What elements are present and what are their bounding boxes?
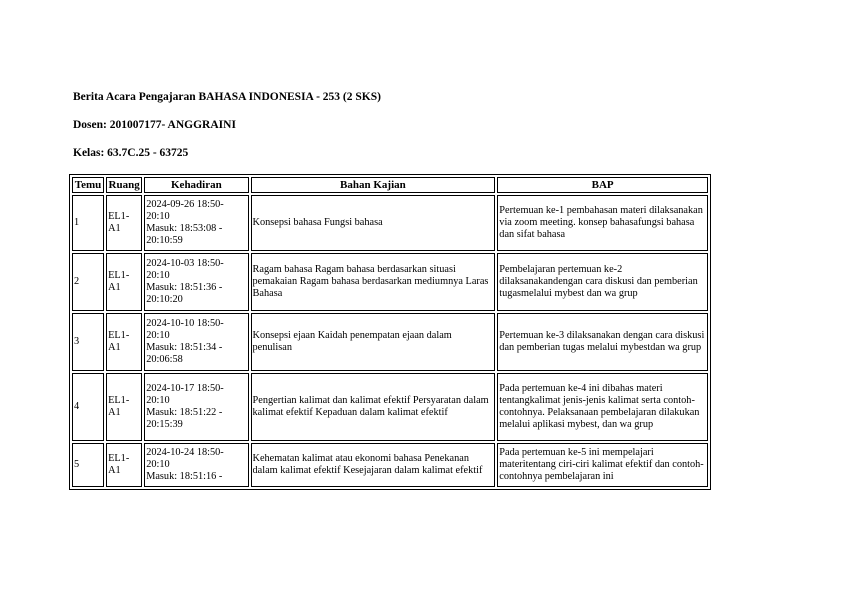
kehadiran-schedule: 2024-10-24 18:50-20:10: [146, 446, 224, 470]
table-row: [72, 443, 708, 487]
cell-bap: Pada pertemuan ke-4 ini dibahas materi tentangkalimat jenis-jenis kalimat serta contoh-contohnya. Pelaksanaan pembelajaran dilakukan melalui aplikasi mybest, dan wa grup: [497, 373, 708, 441]
table-row: [72, 373, 708, 441]
cell-bap: [497, 443, 708, 487]
cell-temu: 5: [72, 443, 104, 487]
cell-kehadiran: [144, 313, 248, 371]
cell-kehadiran: [144, 195, 248, 251]
kehadiran-schedule: 2024-10-10 18:50-20:10: [146, 317, 224, 341]
cell-temu: 4: [72, 373, 104, 441]
class-line: Kelas: 63.7C.25 - 63725: [73, 147, 189, 159]
column-header-temu: Temu: [72, 177, 104, 193]
cell-ruang: EL1-A1: [106, 313, 142, 371]
kehadiran-schedule: 2024-10-17 18:50-20:10: [146, 382, 224, 406]
cell-kehadiran: [144, 373, 248, 441]
cell-ruang: EL1-A1: [106, 195, 142, 251]
cell-temu: 3: [72, 313, 104, 371]
cell-bahan-kajian: Konsepsi bahasa Fungsi bahasa: [251, 195, 496, 251]
table-row: [72, 313, 708, 371]
cell-bahan-kajian-text: Kehematan kalimat atau ekonomi bahasa Penekanan dalam kalimat efektif Kesejajaran dalam kalimat efektif: [252, 452, 483, 476]
kehadiran-check-in: Masuk: 18:51:36 - 20:10:20: [146, 282, 223, 306]
cell-bap-text: Pada pertemuan ke-5 ini mempelajari materitentang ciri-ciri kalimat efektif dan contoh- contohnya pembelajaran ini: [499, 446, 704, 483]
table-header-row: [72, 177, 708, 193]
table-row: [72, 195, 708, 251]
cell-ruang: EL1-A1: [106, 373, 142, 441]
cell-temu: 2: [72, 253, 104, 311]
kehadiran-schedule: 2024-09-26 18:50-20:10: [146, 198, 224, 222]
cell-bahan-kajian: Ragam bahasa Ragam bahasa berdasarkan situasi pemakaian Ragam bahasa berdasarkan mediumnya Laras Bahasa: [251, 253, 496, 311]
cell-bahan-kajian: Pengertian kalimat dan kalimat efektif Persyaratan dalam kalimat efektif Kepaduan dalam kalimat efektif: [251, 373, 496, 441]
column-header-bahan-kajian: Bahan Kajian: [251, 177, 496, 193]
cell-bap: Pembelajaran pertemuan ke-2 dilaksanakandengan cara diskusi dan pemberian tugasmelalui mybest dan wa grup: [497, 253, 708, 311]
kehadiran-check-in: Masuk: 18:53:08 - 20:10:59: [146, 223, 223, 247]
kehadiran-check-in: Masuk: 18:51:34 - 20:06:58: [146, 342, 223, 366]
kehadiran-check-in: Masuk: 18:51:22 - 20:15:39: [146, 407, 223, 431]
table-row: [72, 253, 708, 311]
cell-bahan-kajian: [251, 443, 496, 487]
cell-bahan-kajian: Konsepsi ejaan Kaidah penempatan ejaan dalam penulisan: [251, 313, 496, 371]
column-header-ruang: Ruang: [106, 177, 142, 193]
column-header-bap: BAP: [497, 177, 708, 193]
cell-temu: 1: [72, 195, 104, 251]
bap-table: [69, 174, 711, 490]
column-header-kehadiran: Kehadiran: [144, 177, 248, 193]
document-title: Berita Acara Pengajaran BAHASA INDONESIA - 253 (2 SKS): [73, 91, 381, 103]
lecturer-line: Dosen: 201007177- ANGGRAINI: [73, 119, 236, 131]
kehadiran-check-in: Masuk: 18:51:16 -: [146, 471, 223, 483]
kehadiran-schedule: 2024-10-03 18:50-20:10: [146, 257, 224, 281]
cell-bap: Pertemuan ke-1 pembahasan materi dilaksanakan via zoom meeting. konsep bahasafungsi bahasa dan sifat bahasa: [497, 195, 708, 251]
cell-kehadiran: [144, 253, 248, 311]
cell-bap: Pertemuan ke-3 dilaksanakan dengan cara diskusi dan pemberian tugas melalui mybestdan wa grup: [497, 313, 708, 371]
cell-ruang: EL1-A1: [106, 253, 142, 311]
cell-kehadiran: [144, 443, 248, 487]
cell-ruang: EL1-A1: [106, 443, 142, 487]
